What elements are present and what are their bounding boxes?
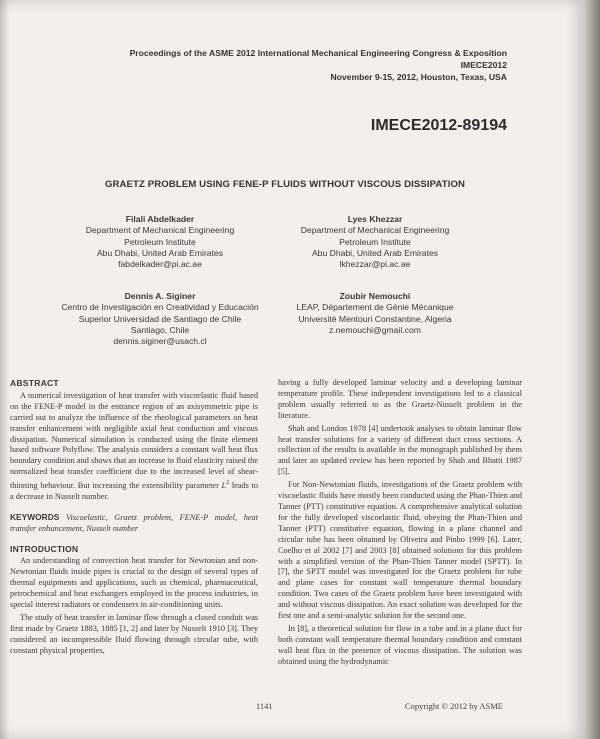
author-email: fabdelkader@pi.ac.ae xyxy=(118,259,202,270)
author-affiliation: Department of Mechanical Engineering xyxy=(300,225,450,236)
proceedings-line: Proceedings of the ASME 2012 International Mechanical Engineering Congress & Exposition xyxy=(129,48,507,58)
introduction-heading: INTRODUCTION xyxy=(10,543,79,554)
author-affiliation: Centro de Investigación en Creatividad y Educación xyxy=(61,302,259,313)
page-number: 1141 xyxy=(256,701,273,711)
left-column xyxy=(10,378,258,659)
author-affiliation: LEAP, Département de Génie Mécanique xyxy=(296,302,454,313)
conference-dates: November 9-15, 2012, Houston, Texas, USA xyxy=(330,72,507,82)
body-paragraph: For Non-Newtonian fluids, investigations of the Graetz problem with viscoelastic fluids have mostly been conducted using the Phan-Thien and Tanner (PTT) constitutive equation. A comprehensive analytical solution for the fully developed viscoelastic fluid, obeying the Phan-Thien and Tanner (PTT) constitutive equation, flowing in a plane channel and circular tube has been obtained by Oliveira and Pinho 1999 [6]. Later, Coelho et al 2002 [7] and 2003 [8] obtained solutions for this problem with a simplified version of the Phan-Thien Tanner model (SPTT). In [7], the SPTT model was investigated for the Graetz problem for tube and plane cases for constant wall temperature thermal boundary condition. Two cases of the Graetz problem have been investigated with and without viscous dissipation. An exact solution was developed for the first one and a semi-analytic solution for the second one. xyxy=(278,480,522,621)
book-spine xyxy=(585,0,600,739)
intro-paragraph: An understanding of convection heat transfer for Newtonian and non-Newtonian fluids inside pipes is crucial to the design of several types of thermal equipments and applications, such as chemical, pharmaceutical, petrochemical and heat exchangers employed in the process industries, in special interest radiators or condensers in air-conditioning units. xyxy=(10,556,258,610)
author-block xyxy=(40,214,280,270)
author-affiliation: Abu Dhabi, United Arab Emirates xyxy=(311,247,439,258)
conference-code: IMECE2012 xyxy=(460,60,507,70)
author-affiliation: Abu Dhabi, United Arab Emirates xyxy=(96,247,224,258)
paper-title: GRAETZ PROBLEM USING FENE-P FLUIDS WITHOUT VISCOUS DISSIPATION xyxy=(104,179,466,190)
author-affiliation: Department of Mechanical Engineering xyxy=(85,225,235,236)
author-name: Zoubir Nemouchi xyxy=(339,291,411,301)
abstract-heading: ABSTRACT xyxy=(10,378,59,388)
author-name: Filali Abdelkader xyxy=(125,214,195,224)
keywords: KEYWORDS Viscoelastic, Graetz problem, FENE-P model, heat transfer enhancement, Nusselt number xyxy=(10,511,259,533)
author-name: Dennis A. Siginer xyxy=(124,291,196,301)
paper-number: IMECE2012-89194 xyxy=(370,117,507,134)
author-name: Lyes Khezzar xyxy=(347,214,403,224)
author-email: lkhezzar@pi.ac.ae xyxy=(339,259,411,270)
intro-paragraph: The study of heat transfer in laminar flow through a closed conduit was first made by Graetz 1883, 1885 [1, 2] and later by Nusselt 1910 [3]. They considered an incompressible fluid flowing through circular tube, with constant physical properties, xyxy=(10,612,258,655)
author-affiliation: Université Mentouri Constantine, Algeria xyxy=(298,313,452,324)
author-affiliation: Superior Universidad de Santiago de Chile xyxy=(78,313,242,324)
body-paragraph: Shah and London 1978 [4] undertook analyses to obtain laminar flow heat transfer solutions for a variety of different duct cross sections. A collection of the results is available in the monograph published by them and later an updated review has been reported by Shah and Bhatti 1987 [5]. xyxy=(278,423,522,477)
copyright: Copyright © 2012 by ASME xyxy=(404,701,503,711)
author-block xyxy=(40,291,280,347)
abstract-text: A numerical investigation of heat transfer with viscoelastic fluid based on the FENE-P model in the entrance region of an axisymmetric pipe is carried out to analyze the influence of the rheological parameters on heat transfer enhancement with negligible axial heat conduction and viscous dissipation. Numerical simulation is conducted using the finite element based software Polyflow. The analysis considers a constant wall heat flux boundary condition and shows that an increase in fluid elasticity raised the normalized heat transfer coefficient due to the increased level of shear-thinning behaviour. But increasing the extensibility parameter $L^2$ leads to a decrease in Nusselt number. xyxy=(10,390,258,501)
author-affiliation: Santiago, Chile xyxy=(130,324,190,335)
author-email: z.nemouchi@gmail.com xyxy=(329,324,421,335)
body-paragraph: In [8], a theoretical solution for flow in a tube and in a plane duct for both constant wall temperature thermal boundary condition and constant wall heat flux in the presence of viscous dissipation. The solution was obtained using the hydrodynamic xyxy=(278,623,522,666)
author-affiliation: Petroleum Institute xyxy=(339,236,411,247)
author-affiliation: Petroleum Institute xyxy=(124,236,196,247)
page-shadow xyxy=(0,0,10,739)
author-block xyxy=(255,214,495,270)
right-column xyxy=(278,378,522,670)
author-block xyxy=(255,291,495,336)
body-paragraph: having a fully developed laminar velocity and a developing laminar temperature profile. These independent investigations led to a classical problem usually referred to as the Graetz-Nusselt problem in the literature. xyxy=(278,378,522,420)
author-email: dennis.siginer@usach.cl xyxy=(113,336,207,347)
